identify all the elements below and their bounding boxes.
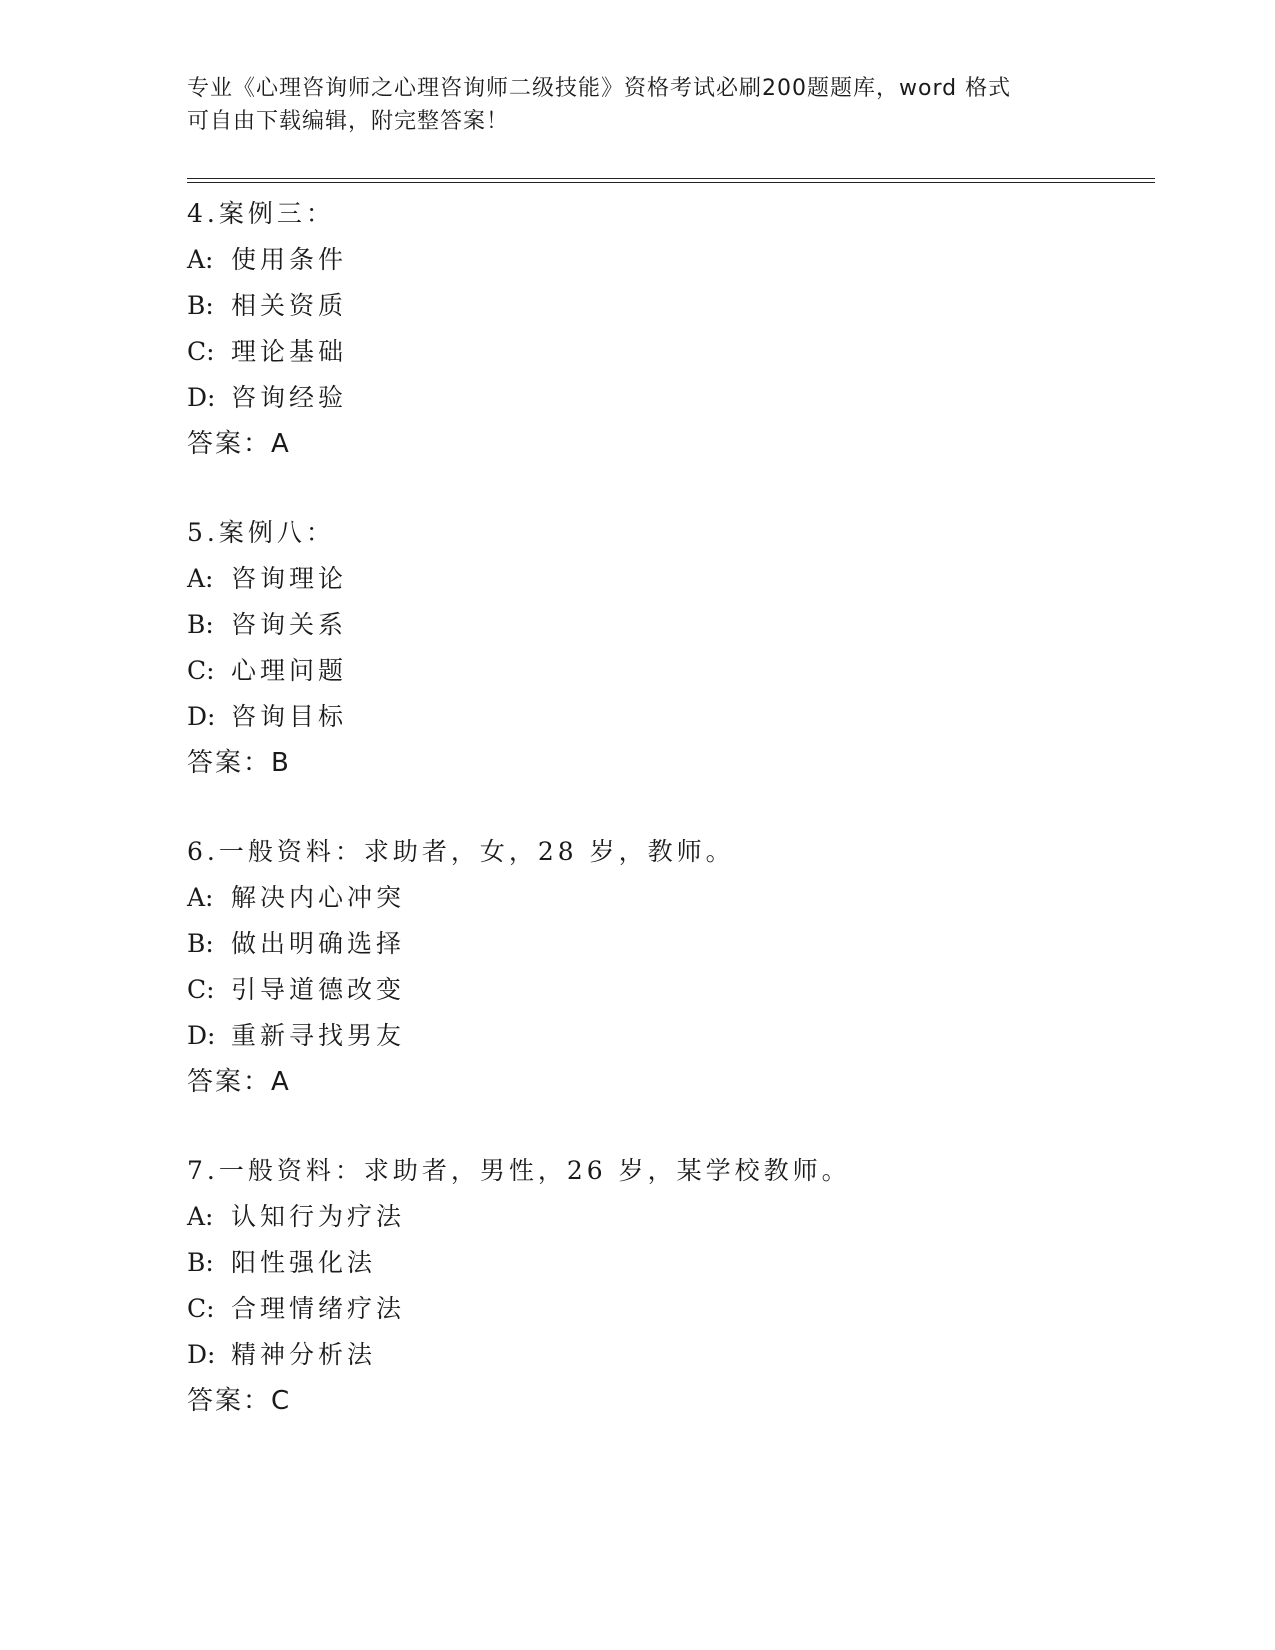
document-header: [187, 72, 1087, 138]
question-item: [187, 1148, 1155, 1424]
option-key: A:: [187, 883, 214, 912]
option-c: [187, 329, 1155, 375]
option-b: [187, 283, 1155, 329]
option-key: B:: [187, 929, 214, 958]
option-c: [187, 967, 1155, 1013]
option-c: [187, 1286, 1155, 1332]
option-key: A:: [187, 1202, 214, 1231]
answer-line: 答案：A: [187, 429, 291, 459]
option-d: [187, 1013, 1155, 1059]
option-key: B:: [187, 1248, 214, 1277]
option-text: 理论基础: [231, 337, 348, 366]
option-text: 引导道德改变: [231, 975, 406, 1004]
option-b: [187, 602, 1155, 648]
option-key: A:: [187, 245, 214, 274]
option-a: [187, 1194, 1155, 1240]
question-stem: 7.一般资料：求助者，男性，26 岁，某学校教师。: [187, 1156, 851, 1185]
option-text: 咨询关系: [231, 610, 348, 639]
option-text: 精神分析法: [231, 1340, 377, 1369]
option-text: 认知行为疗法: [231, 1202, 406, 1231]
question-stem: 4.案例三：: [187, 199, 335, 228]
option-d: [187, 375, 1155, 421]
option-key: C:: [187, 656, 215, 685]
option-text: 重新寻找男友: [231, 1021, 406, 1050]
question-item: [187, 191, 1155, 467]
option-text: 心理问题: [231, 656, 348, 685]
option-key: B:: [187, 610, 214, 639]
option-key: C:: [187, 975, 215, 1004]
question-item: [187, 510, 1155, 786]
option-key: B:: [187, 291, 214, 320]
header-line-1: 专业《心理咨询师之心理咨询师二级技能》资格考试必刷200题题库，word 格式: [187, 76, 1012, 101]
answer-line: 答案：B: [187, 748, 291, 778]
option-b: [187, 921, 1155, 967]
question-item: [187, 829, 1155, 1105]
option-text: 咨询理论: [231, 564, 348, 593]
header-line-2: 可自由下载编辑，附完整答案！: [187, 109, 510, 134]
option-key: D:: [187, 383, 216, 412]
option-text: 使用条件: [231, 245, 348, 274]
option-key: A:: [187, 564, 214, 593]
option-d: [187, 1332, 1155, 1378]
option-text: 阳性强化法: [231, 1248, 377, 1277]
answer-line: 答案：C: [187, 1386, 292, 1416]
option-key: C:: [187, 337, 215, 366]
option-b: [187, 1240, 1155, 1286]
option-text: 咨询经验: [231, 383, 348, 412]
option-text: 做出明确选择: [231, 929, 406, 958]
option-key: C:: [187, 1294, 215, 1323]
question-stem: 5.案例八：: [187, 518, 335, 547]
question-stem: 6.一般资料：求助者，女，28 岁，教师。: [187, 837, 735, 866]
option-text: 合理情绪疗法: [231, 1294, 406, 1323]
header-divider-top: [187, 178, 1155, 179]
option-a: [187, 237, 1155, 283]
answer-line: 答案：A: [187, 1067, 291, 1097]
option-key: D:: [187, 1340, 216, 1369]
option-text: 咨询目标: [231, 702, 348, 731]
question-list: [187, 191, 1155, 1467]
option-key: D:: [187, 1021, 216, 1050]
option-a: [187, 875, 1155, 921]
option-text: 解决内心冲突: [231, 883, 406, 912]
header-divider-bottom: [187, 182, 1155, 183]
option-key: D:: [187, 702, 216, 731]
option-c: [187, 648, 1155, 694]
option-text: 相关资质: [231, 291, 348, 320]
option-d: [187, 694, 1155, 740]
option-a: [187, 556, 1155, 602]
